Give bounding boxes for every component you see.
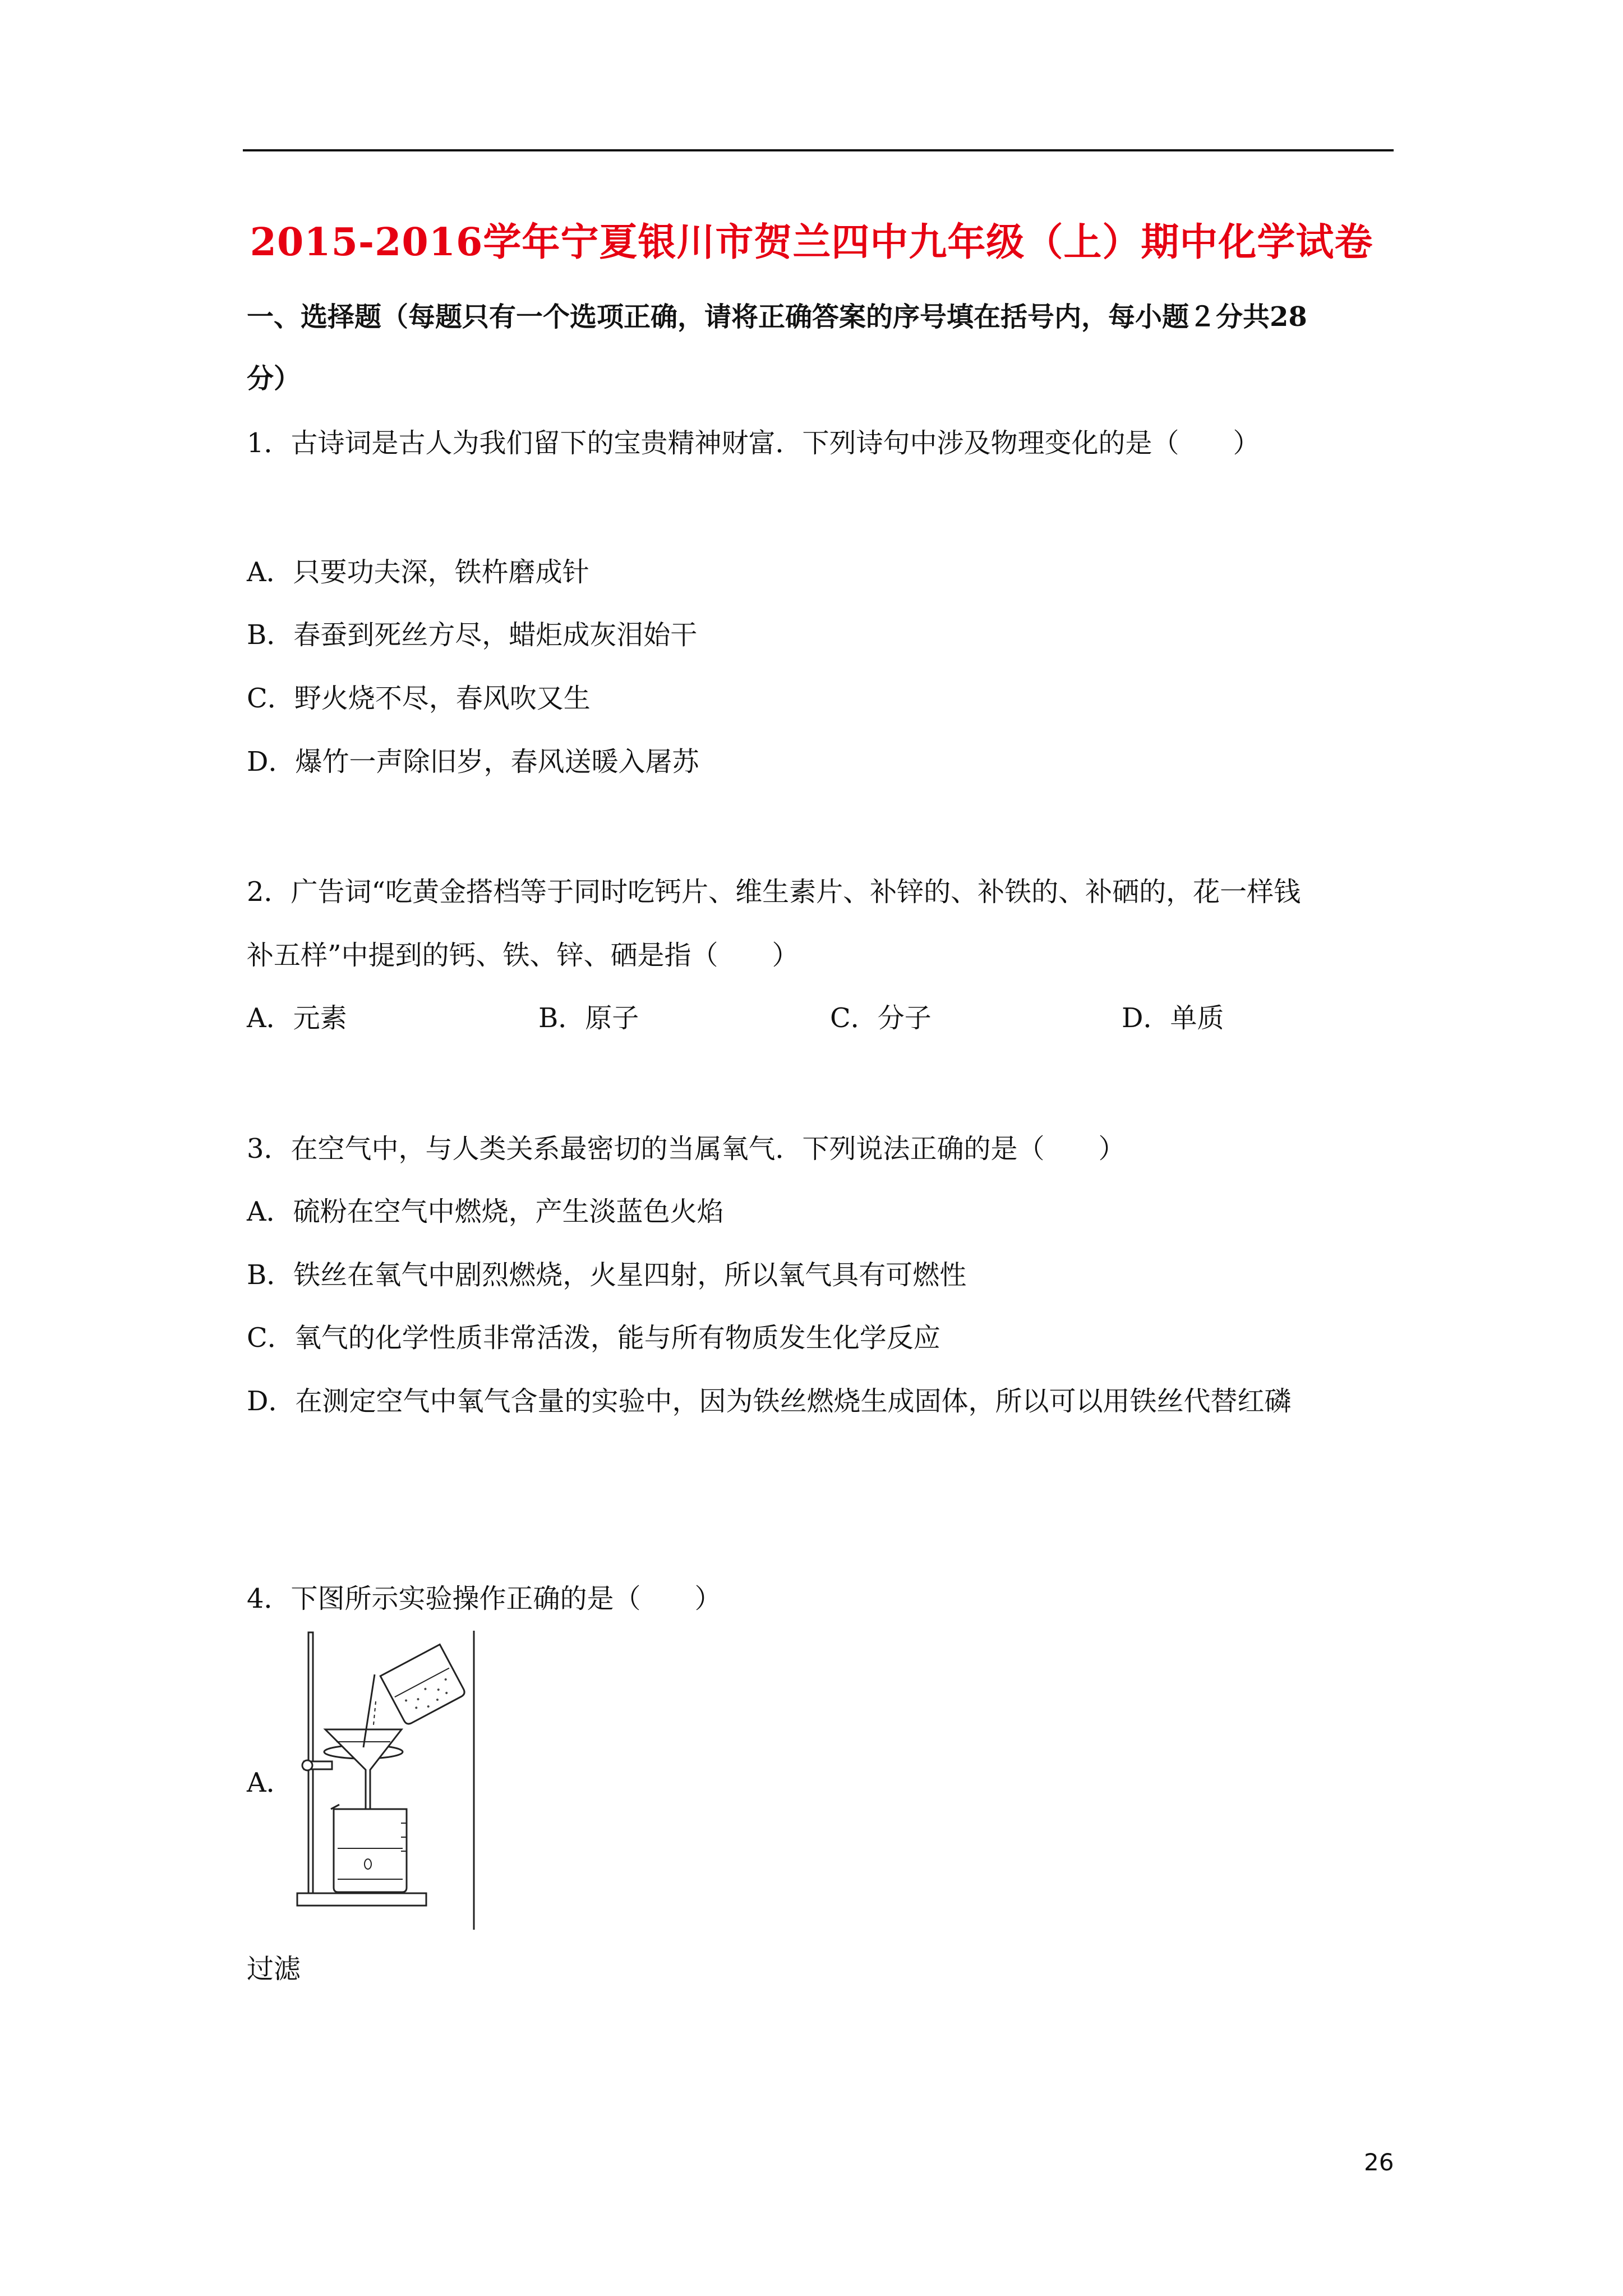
q3-option-b: B．铁丝在氧气中剧烈燃烧，火星四射，所以氧气具有可燃性 [247, 1259, 967, 1291]
filtration-apparatus-figure [292, 1630, 479, 1930]
q2-option-a: A．元素 [247, 1002, 347, 1034]
q2-option-b: B．原子 [538, 1002, 639, 1034]
q2-stem-line2: 补五样”中提到的钙、铁、锌、硒是指（ ） [247, 940, 799, 971]
q1-option-a: A．只要功夫深，铁杵磨成针 [247, 556, 589, 588]
q2-option-c: C．分子 [830, 1002, 932, 1034]
section-heading-line2: 分） [247, 363, 301, 394]
q3-option-c: C．氧气的化学性质非常活泼，能与所有物质发生化学反应 [247, 1322, 940, 1354]
q4-option-a-caption: 过滤 [247, 1953, 301, 1985]
q4-option-a-label: A． [247, 1767, 293, 1798]
q3-option-d: D．在测定空气中氧气含量的实验中，因为铁丝燃烧生成固体，所以可以用铁丝代替红磷 [247, 1386, 1292, 1417]
q1-option-d: D．爆竹一声除旧岁，春风送暖入屠苏 [247, 746, 699, 777]
q4-stem: 4．下图所示实验操作正确的是（ ） [247, 1583, 722, 1614]
header-rule [243, 149, 1394, 151]
page-number: 26 [1364, 2148, 1394, 2176]
q3-stem: 3．在空气中，与人类关系最密切的当属氧气．下列说法正确的是（ ） [247, 1133, 1126, 1165]
q2-option-d: D．单质 [1122, 1002, 1224, 1034]
q1-option-c: C．野火烧不尽，春风吹又生 [247, 683, 591, 714]
q3-option-a: A．硫粉在空气中燃烧，产生淡蓝色火焰 [247, 1196, 724, 1227]
section-heading-line1: 一、选择题（每题只有一个选项正确，请将正确答案的序号填在括号内，每小题２分共28 [247, 301, 1307, 333]
q1-stem: 1．古诗词是古人为我们留下的宝贵精神财富．下列诗句中涉及物理变化的是（ ） [247, 427, 1260, 459]
q2-stem-line1: 2．广告词“吃黄金搭档等于同时吃钙片、维生素片、补锌的、补铁的、补硒的，花一样钱 [247, 876, 1301, 908]
page-title: 2015-2016学年宁夏银川市贺兰四中九年级（上）期中化学试卷 [250, 220, 1373, 265]
q1-option-b: B．春蚕到死丝方尽，蜡炬成灰泪始干 [247, 619, 698, 651]
